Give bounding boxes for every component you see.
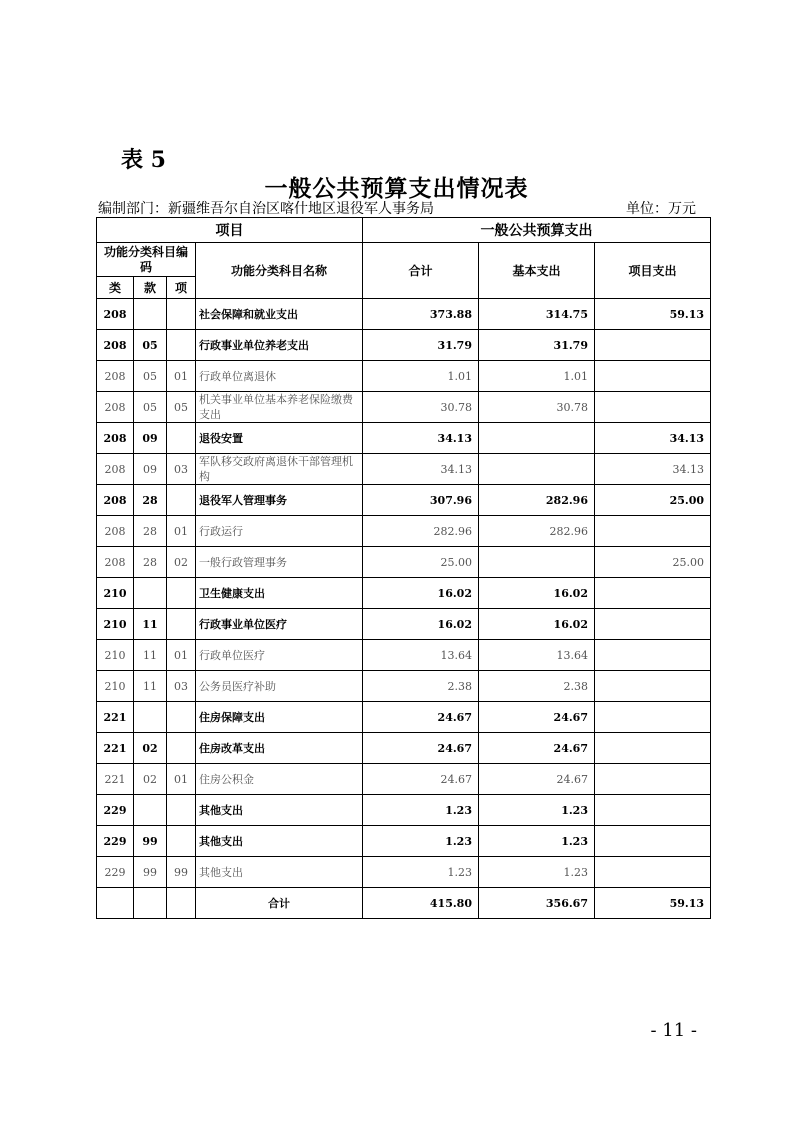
item-name: 住房公积金 xyxy=(196,764,363,795)
table-row xyxy=(97,764,711,795)
code-kuan xyxy=(134,578,167,609)
code-xiang xyxy=(167,702,196,733)
header-xiang: 项 xyxy=(167,277,196,299)
table-row xyxy=(97,485,711,516)
basic-value xyxy=(479,423,595,454)
code-lei: 229 xyxy=(97,857,134,888)
table-row xyxy=(97,857,711,888)
basic-value: 24.67 xyxy=(479,733,595,764)
code-lei: 208 xyxy=(97,299,134,330)
basic-value: 1.01 xyxy=(479,361,595,392)
project-value: 25.00 xyxy=(595,485,711,516)
grand-total-basic: 356.67 xyxy=(479,888,595,919)
code-kuan: 99 xyxy=(134,826,167,857)
code-lei: 208 xyxy=(97,392,134,423)
total-value: 13.64 xyxy=(363,640,479,671)
code-lei: 208 xyxy=(97,423,134,454)
table-row xyxy=(97,578,711,609)
total-value: 373.88 xyxy=(363,299,479,330)
total-value: 1.23 xyxy=(363,795,479,826)
table-row xyxy=(97,423,711,454)
page-title: 一般公共预算支出情况表 xyxy=(264,175,529,202)
code-xiang: 01 xyxy=(167,640,196,671)
code-xiang: 05 xyxy=(167,392,196,423)
code-lei: 229 xyxy=(97,826,134,857)
header-code-group: 功能分类科目编码 xyxy=(97,243,196,277)
code-lei: 208 xyxy=(97,516,134,547)
item-name: 行政事业单位养老支出 xyxy=(196,330,363,361)
table-row xyxy=(97,826,711,857)
grand-total-value: 415.80 xyxy=(363,888,479,919)
project-value xyxy=(595,516,711,547)
item-name: 其他支出 xyxy=(196,795,363,826)
table-row xyxy=(97,733,711,764)
code-kuan: 28 xyxy=(134,485,167,516)
basic-value xyxy=(479,547,595,578)
project-value: 34.13 xyxy=(595,454,711,485)
code-xiang: 01 xyxy=(167,764,196,795)
item-name: 公务员医疗补助 xyxy=(196,671,363,702)
basic-value: 314.75 xyxy=(479,299,595,330)
project-value xyxy=(595,733,711,764)
item-name: 其他支出 xyxy=(196,826,363,857)
project-value xyxy=(595,702,711,733)
table-row xyxy=(97,795,711,826)
basic-value: 282.96 xyxy=(479,516,595,547)
code-kuan: 28 xyxy=(134,547,167,578)
total-value: 24.67 xyxy=(363,764,479,795)
item-name: 退役安置 xyxy=(196,423,363,454)
total-value: 24.67 xyxy=(363,702,479,733)
code-kuan: 11 xyxy=(134,609,167,640)
code-kuan xyxy=(134,702,167,733)
basic-value: 282.96 xyxy=(479,485,595,516)
item-name: 机关事业单位基本养老保险缴费支出 xyxy=(196,392,363,423)
code-lei: 221 xyxy=(97,764,134,795)
table-number: 表 5 xyxy=(121,147,166,173)
basic-value xyxy=(479,454,595,485)
code-xiang xyxy=(167,330,196,361)
empty-cell xyxy=(134,888,167,919)
header-basic: 基本支出 xyxy=(479,243,595,299)
code-xiang: 03 xyxy=(167,454,196,485)
basic-value: 1.23 xyxy=(479,857,595,888)
project-value xyxy=(595,671,711,702)
code-xiang: 01 xyxy=(167,361,196,392)
project-value xyxy=(595,640,711,671)
code-lei: 208 xyxy=(97,485,134,516)
basic-value: 1.23 xyxy=(479,795,595,826)
table-row xyxy=(97,299,711,330)
item-name: 卫生健康支出 xyxy=(196,578,363,609)
code-kuan: 05 xyxy=(134,392,167,423)
code-kuan: 11 xyxy=(134,671,167,702)
code-kuan: 28 xyxy=(134,516,167,547)
code-lei: 229 xyxy=(97,795,134,826)
page-number: - 11 - xyxy=(650,1020,697,1041)
code-xiang: 02 xyxy=(167,547,196,578)
project-value: 34.13 xyxy=(595,423,711,454)
code-lei: 221 xyxy=(97,702,134,733)
project-value xyxy=(595,609,711,640)
table-row xyxy=(97,361,711,392)
item-name: 一般行政管理事务 xyxy=(196,547,363,578)
project-value xyxy=(595,857,711,888)
header-kuan: 款 xyxy=(134,277,167,299)
header-name: 功能分类科目名称 xyxy=(196,243,363,299)
item-name: 其他支出 xyxy=(196,857,363,888)
item-name: 行政事业单位医疗 xyxy=(196,609,363,640)
code-xiang xyxy=(167,423,196,454)
table-row xyxy=(97,640,711,671)
table-row xyxy=(97,454,711,485)
basic-value: 24.67 xyxy=(479,702,595,733)
header-general-expenditure: 一般公共预算支出 xyxy=(363,218,711,243)
table-row xyxy=(97,609,711,640)
empty-cell xyxy=(167,888,196,919)
header-project-expenditure: 项目支出 xyxy=(595,243,711,299)
total-value: 34.13 xyxy=(363,423,479,454)
code-lei: 208 xyxy=(97,361,134,392)
code-xiang xyxy=(167,795,196,826)
project-value xyxy=(595,330,711,361)
code-lei: 208 xyxy=(97,547,134,578)
code-kuan xyxy=(134,299,167,330)
code-xiang: 03 xyxy=(167,671,196,702)
item-name: 军队移交政府离退休干部管理机构 xyxy=(196,454,363,485)
code-xiang xyxy=(167,609,196,640)
project-value: 59.13 xyxy=(595,299,711,330)
budget-table xyxy=(96,217,711,919)
table-row xyxy=(97,702,711,733)
total-value: 1.01 xyxy=(363,361,479,392)
code-kuan xyxy=(134,795,167,826)
total-value: 24.67 xyxy=(363,733,479,764)
department-label: 编制部门：新疆维吾尔自治区喀什地区退役军人事务局 xyxy=(98,201,434,217)
code-lei: 208 xyxy=(97,454,134,485)
header-total: 合计 xyxy=(363,243,479,299)
code-xiang xyxy=(167,578,196,609)
total-value: 307.96 xyxy=(363,485,479,516)
project-value xyxy=(595,361,711,392)
basic-value: 31.79 xyxy=(479,330,595,361)
total-value: 16.02 xyxy=(363,578,479,609)
code-lei: 210 xyxy=(97,609,134,640)
total-value: 30.78 xyxy=(363,392,479,423)
total-value: 1.23 xyxy=(363,826,479,857)
total-value: 2.38 xyxy=(363,671,479,702)
table-row xyxy=(97,330,711,361)
total-value: 282.96 xyxy=(363,516,479,547)
project-value xyxy=(595,578,711,609)
table-row xyxy=(97,516,711,547)
code-lei: 210 xyxy=(97,578,134,609)
item-name: 社会保障和就业支出 xyxy=(196,299,363,330)
table-row xyxy=(97,547,711,578)
basic-value: 2.38 xyxy=(479,671,595,702)
code-xiang xyxy=(167,733,196,764)
item-name: 住房保障支出 xyxy=(196,702,363,733)
table-row xyxy=(97,392,711,423)
code-lei: 221 xyxy=(97,733,134,764)
total-value: 1.23 xyxy=(363,857,479,888)
code-kuan: 02 xyxy=(134,733,167,764)
basic-value: 30.78 xyxy=(479,392,595,423)
code-kuan: 11 xyxy=(134,640,167,671)
item-name: 退役军人管理事务 xyxy=(196,485,363,516)
project-value: 25.00 xyxy=(595,547,711,578)
code-kuan: 02 xyxy=(134,764,167,795)
basic-value: 24.67 xyxy=(479,764,595,795)
total-value: 31.79 xyxy=(363,330,479,361)
header-lei: 类 xyxy=(97,277,134,299)
grand-total-project: 59.13 xyxy=(595,888,711,919)
basic-value: 16.02 xyxy=(479,578,595,609)
code-lei: 210 xyxy=(97,640,134,671)
item-name: 行政运行 xyxy=(196,516,363,547)
basic-value: 16.02 xyxy=(479,609,595,640)
code-kuan: 05 xyxy=(134,330,167,361)
empty-cell xyxy=(97,888,134,919)
code-xiang xyxy=(167,299,196,330)
code-kuan: 99 xyxy=(134,857,167,888)
code-xiang: 99 xyxy=(167,857,196,888)
project-value xyxy=(595,826,711,857)
basic-value: 13.64 xyxy=(479,640,595,671)
total-value: 25.00 xyxy=(363,547,479,578)
project-value xyxy=(595,764,711,795)
grand-total-row xyxy=(97,888,711,919)
code-kuan: 09 xyxy=(134,454,167,485)
project-value xyxy=(595,392,711,423)
unit-label: 单位：万元 xyxy=(626,201,696,217)
code-kuan: 05 xyxy=(134,361,167,392)
code-lei: 210 xyxy=(97,671,134,702)
code-xiang xyxy=(167,485,196,516)
total-value: 34.13 xyxy=(363,454,479,485)
basic-value: 1.23 xyxy=(479,826,595,857)
header-project: 项目 xyxy=(97,218,363,243)
item-name: 住房改革支出 xyxy=(196,733,363,764)
code-xiang: 01 xyxy=(167,516,196,547)
code-lei: 208 xyxy=(97,330,134,361)
code-xiang xyxy=(167,826,196,857)
project-value xyxy=(595,795,711,826)
table-row xyxy=(97,671,711,702)
item-name: 行政单位医疗 xyxy=(196,640,363,671)
item-name: 行政单位离退休 xyxy=(196,361,363,392)
grand-total-label: 合计 xyxy=(196,888,363,919)
total-value: 16.02 xyxy=(363,609,479,640)
code-kuan: 09 xyxy=(134,423,167,454)
